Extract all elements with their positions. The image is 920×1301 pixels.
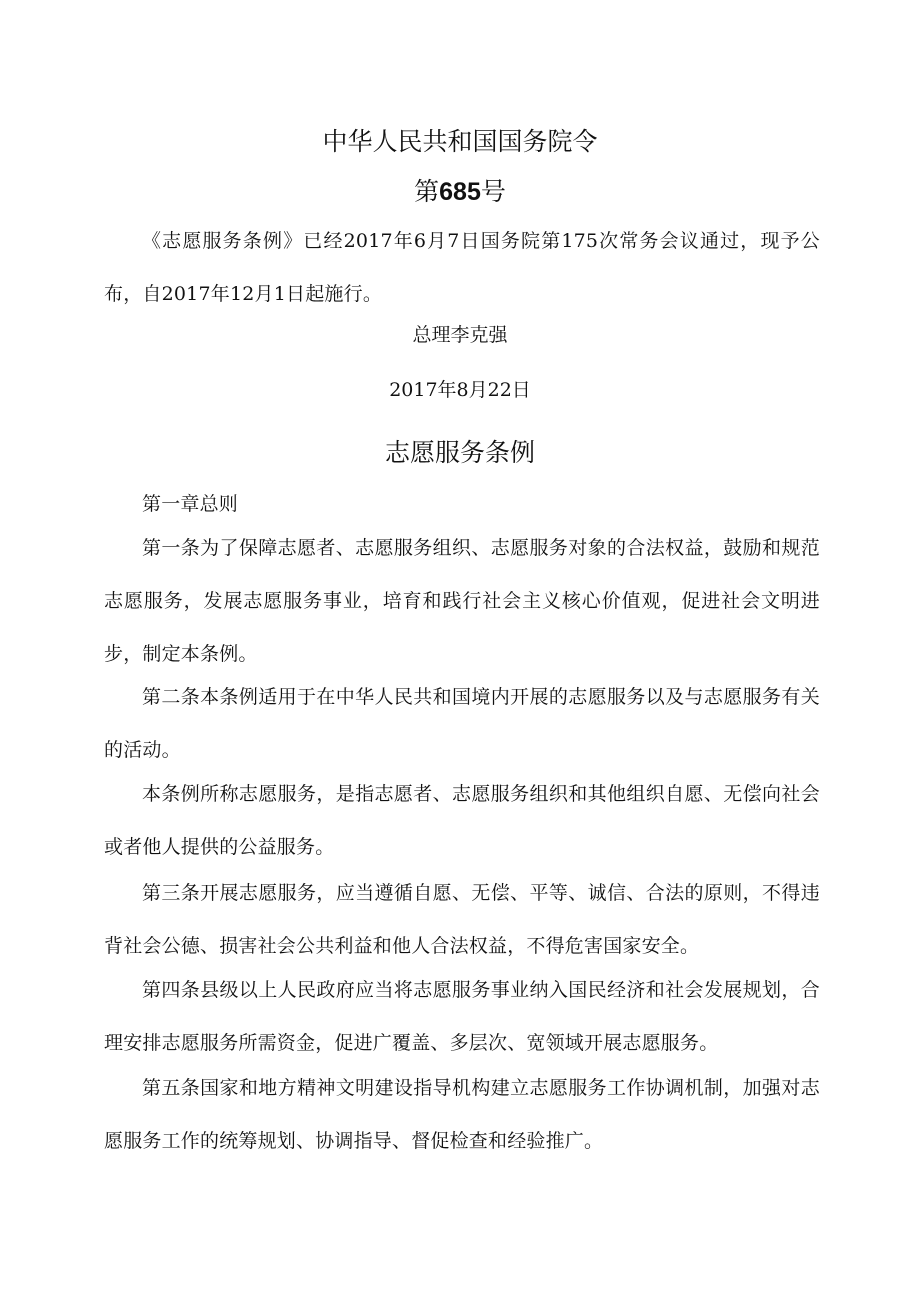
signing-date: 2017年8月22日	[389, 379, 531, 401]
announcement-paragraph: 《志愿服务条例》已经2017年6月7日国务院第175次常务会议通过，现予公布，自2017年12月1日起施行。	[104, 230, 820, 305]
article-paragraph: 第一条为了保障志愿者、志愿服务组织、志愿服务对象的合法权益，鼓励和规范志愿服务，发展志愿服务事业，培育和践行社会主义核心价值观，促进社会文明进步，制定本条例。	[104, 537, 820, 665]
article-paragraph: 第三条开展志愿服务，应当遵循自愿、无偿、平等、诚信、合法的原则，不得违背社会公德、损害社会公共利益和他人合法权益，不得危害国家安全。	[104, 882, 820, 957]
article-paragraph: 第二条本条例适用于在中华人民共和国境内开展的志愿服务以及与志愿服务有关的活动。	[104, 686, 820, 761]
order-number	[0, 172, 920, 212]
signatory: 总理李克强	[412, 324, 508, 346]
order-number-suffix: 号	[480, 177, 506, 206]
regulation-title: 志愿服务条例	[384, 438, 535, 467]
article-paragraph: 第五条国家和地方精神文明建设指导机构建立志愿服务工作协调机制，加强对志愿服务工作的统筹规划、协调指导、督促检查和经验推广。	[104, 1077, 820, 1152]
chapter-heading: 第一章总则	[142, 493, 239, 515]
article-paragraph: 本条例所称志愿服务，是指志愿者、志愿服务组织和其他组织自愿、无偿向社会或者他人提供的公益服务。	[104, 783, 820, 858]
article-paragraph: 第四条县级以上人民政府应当将志愿服务事业纳入国民经济和社会发展规划，合理安排志愿服务所需资金，促进广覆盖、多层次、宽领域开展志愿服务。	[104, 979, 820, 1054]
order-number-prefix: 第	[414, 177, 440, 206]
order-number-value: 685	[439, 178, 481, 206]
order-title: 中华人民共和国国务院令	[322, 127, 598, 156]
